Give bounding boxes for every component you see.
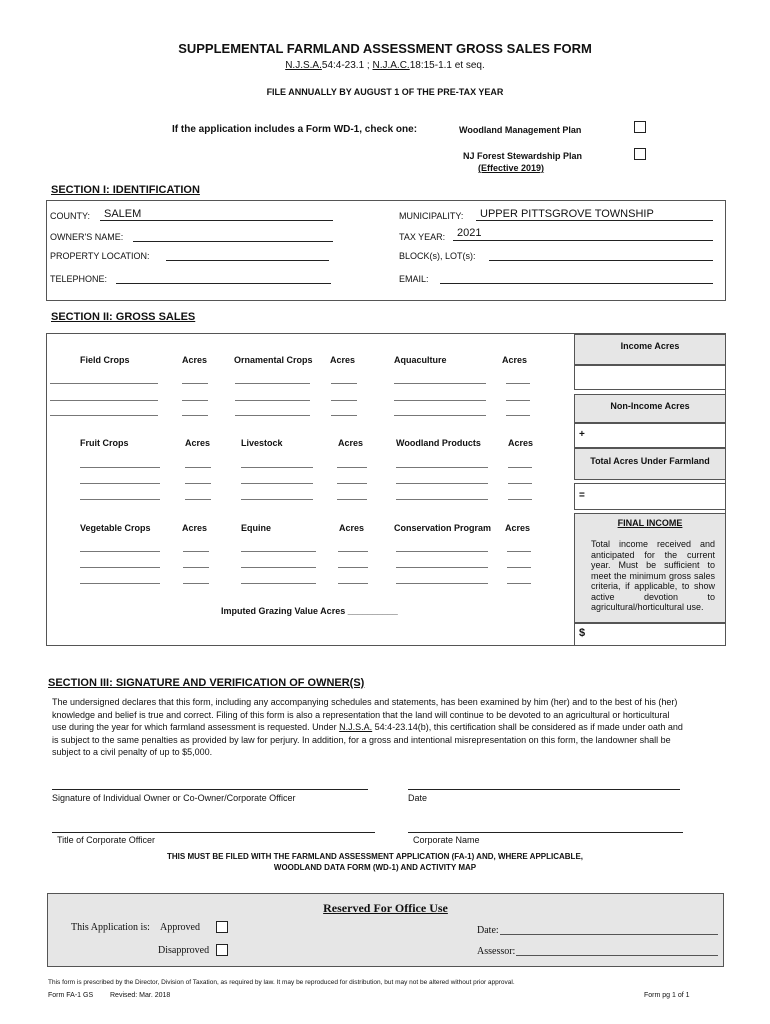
footer-prescribed: This form is prescribed by the Director, Division of Taxation, as required by law. It may be reproduced for distribution, but may not be altered without prior approval. (48, 979, 515, 986)
acres-label: Acres (330, 355, 356, 365)
acres-label: Acres (339, 523, 365, 533)
block-lot-label: BLOCK(s), LOT(s): (399, 251, 476, 261)
statute-b: N.J.A.C. (372, 60, 410, 71)
total-acres-header (574, 448, 726, 480)
entry-line[interactable] (182, 383, 208, 384)
imputed-grazing-label: Imputed Grazing Value Acres __________ (221, 606, 398, 616)
entry-line[interactable] (183, 567, 209, 568)
entry-line[interactable] (185, 483, 211, 484)
owner-name-field[interactable] (133, 229, 333, 242)
ornamental-crops-label: Ornamental Crops (234, 355, 313, 365)
entry-line[interactable] (396, 567, 488, 568)
total-acres-label: Total Acres Under Farmland (590, 456, 710, 466)
entry-line[interactable] (338, 551, 368, 552)
entry-line[interactable] (508, 467, 532, 468)
stewardship-plan-checkbox[interactable] (634, 148, 646, 160)
entry-line[interactable] (506, 400, 530, 401)
owner-name-label: OWNER'S NAME: (50, 232, 124, 242)
entry-line[interactable] (241, 583, 316, 584)
entry-line[interactable] (183, 551, 209, 552)
entry-line[interactable] (235, 415, 310, 416)
section2-heading: SECTION II: GROSS SALES (51, 311, 196, 323)
entry-line[interactable] (50, 383, 158, 384)
entry-line[interactable] (507, 551, 531, 552)
assessor-field[interactable] (516, 955, 718, 956)
entry-line[interactable] (396, 551, 488, 552)
statute-reference (0, 60, 770, 71)
final-income-description: Total income received and anticipated for the current year. Must be sufficient to meet the minimum gross sales criteria, if applicable, to show active devotion to agricultural/horticultural use. (591, 539, 715, 612)
acres-label: Acres (505, 523, 531, 533)
disapproved-checkbox[interactable] (216, 944, 228, 956)
entry-line[interactable] (235, 383, 310, 384)
final-income-box (574, 513, 726, 623)
entry-line[interactable] (80, 551, 160, 552)
final-income-heading: FINAL INCOME (617, 518, 683, 528)
signature-field[interactable] (52, 778, 368, 790)
final-income-input[interactable] (574, 623, 726, 646)
non-income-acres-input[interactable] (574, 423, 726, 448)
entry-line[interactable] (185, 467, 211, 468)
plus-sign: + (579, 429, 585, 440)
block-lot-field[interactable] (489, 248, 713, 261)
county-field[interactable]: SALEM (100, 208, 333, 221)
entry-line[interactable] (241, 483, 313, 484)
entry-line[interactable] (80, 499, 160, 500)
office-date-field[interactable] (500, 934, 718, 935)
entry-line[interactable] (394, 400, 486, 401)
entry-line[interactable] (507, 583, 531, 584)
entry-line[interactable] (396, 583, 488, 584)
entry-line[interactable] (396, 467, 488, 468)
entry-line[interactable] (80, 467, 160, 468)
entry-line[interactable] (241, 551, 316, 552)
telephone-label: TELEPHONE: (50, 274, 108, 284)
property-location-field[interactable] (166, 248, 329, 261)
equals-sign: = (579, 490, 585, 501)
entry-line[interactable] (396, 483, 488, 484)
entry-line[interactable] (235, 400, 310, 401)
equine-label: Equine (241, 523, 272, 533)
vegetable-crops-label: Vegetable Crops (80, 523, 151, 533)
file-annually-notice: FILE ANNUALLY BY AUGUST 1 OF THE PRE-TAX YEAR (266, 87, 504, 97)
entry-line[interactable] (507, 567, 531, 568)
municipality-label: MUNICIPALITY: (399, 211, 464, 221)
entry-line[interactable] (241, 567, 316, 568)
telephone-field[interactable] (116, 271, 331, 284)
approved-checkbox[interactable] (216, 921, 228, 933)
entry-line[interactable] (338, 583, 368, 584)
section1-heading: SECTION I: IDENTIFICATION (51, 184, 200, 196)
application-is-label: This Application is: (71, 922, 150, 933)
entry-line[interactable] (50, 400, 158, 401)
entry-line[interactable] (394, 383, 486, 384)
entry-line[interactable] (394, 415, 486, 416)
entry-line[interactable] (183, 583, 209, 584)
acres-label: Acres (182, 355, 208, 365)
acres-label: Acres (502, 355, 528, 365)
stewardship-effective-note: (Effective 2019) (478, 163, 545, 173)
entry-line[interactable] (331, 383, 357, 384)
field-crops-label: Field Crops (80, 355, 130, 365)
approved-label: Approved (160, 922, 200, 933)
entry-line[interactable] (241, 499, 313, 500)
entry-line[interactable] (80, 583, 160, 584)
date-label: Date (408, 793, 428, 803)
entry-line[interactable] (80, 567, 160, 568)
entry-line[interactable] (331, 400, 357, 401)
entry-line[interactable] (182, 400, 208, 401)
footer-form-id: Form FA-1 GS (48, 992, 94, 999)
entry-line[interactable] (506, 415, 530, 416)
corporate-name-field[interactable] (408, 821, 683, 833)
tax-year-label: TAX YEAR: (399, 232, 446, 242)
woodland-plan-label: Woodland Management Plan (459, 125, 582, 135)
entry-line[interactable] (185, 499, 211, 500)
title-officer-label: Title of Corporate Officer (57, 835, 156, 845)
acres-label: Acres (185, 438, 211, 448)
statute-a: N.J.S.A. (285, 60, 322, 71)
wd1-prompt: If the application includes a Form WD-1, check one: (172, 124, 418, 135)
email-field[interactable] (440, 271, 713, 284)
livestock-label: Livestock (241, 438, 283, 448)
total-acres-input[interactable] (574, 483, 726, 510)
tax-year-field[interactable]: 2021 (453, 227, 713, 241)
declaration-paragraph (52, 696, 686, 759)
income-acres-label: Income Acres (620, 341, 680, 351)
entry-line[interactable] (508, 483, 532, 484)
stewardship-plan-label: NJ Forest Stewardship Plan (463, 151, 583, 161)
entry-line[interactable] (506, 383, 530, 384)
statute-a-rest: 54:4-23.1 ; (321, 60, 370, 71)
non-income-acres-header (574, 394, 726, 423)
disapproved-label: Disapproved (158, 945, 210, 956)
entry-line[interactable] (80, 483, 160, 484)
entry-line[interactable] (337, 483, 367, 484)
conservation-program-label: Conservation Program (394, 523, 492, 533)
acres-label: Acres (338, 438, 364, 448)
title-officer-field[interactable] (52, 821, 375, 833)
section3-heading: SECTION III: SIGNATURE AND VERIFICATION OF OWNER(S) (48, 677, 365, 689)
property-location-label: PROPERTY LOCATION: (50, 251, 150, 261)
statute-b-rest: 18:15-1.1 et seq. (409, 60, 485, 71)
corporate-name-label: Corporate Name (413, 835, 480, 845)
entry-line[interactable] (331, 415, 357, 416)
form-title: SUPPLEMENTAL FARMLAND ASSESSMENT GROSS SALES FORM (178, 41, 592, 56)
acres-label: Acres (508, 438, 534, 448)
entry-line[interactable] (337, 499, 367, 500)
entry-line[interactable] (50, 415, 158, 416)
entry-line[interactable] (182, 415, 208, 416)
income-acres-input[interactable] (574, 365, 726, 390)
footer-revised: Revised: Mar. 2018 (110, 992, 171, 999)
entry-line[interactable] (337, 467, 367, 468)
woodland-plan-checkbox[interactable] (634, 121, 646, 133)
acres-label: Acres (182, 523, 208, 533)
entry-line[interactable] (508, 499, 532, 500)
county-label: COUNTY: (50, 211, 91, 221)
entry-line[interactable] (338, 567, 368, 568)
entry-line[interactable] (241, 467, 313, 468)
declaration-statute: N.J.S.A. (339, 722, 373, 732)
income-acres-header (574, 334, 726, 365)
signature-label: Signature of Individual Owner or Co-Owner/Corporate Officer (52, 793, 296, 803)
aquaculture-label: Aquaculture (394, 355, 447, 365)
filing-notice-line2: WOODLAND DATA FORM (WD-1) AND ACTIVITY MAP (273, 863, 477, 872)
entry-line[interactable] (396, 499, 488, 500)
office-use-title: Reserved For Office Use (323, 901, 448, 915)
municipality-field[interactable]: UPPER PITTSGROVE TOWNSHIP (476, 208, 713, 221)
non-income-acres-label: Non-Income Acres (610, 401, 690, 411)
email-label: EMAIL: (399, 274, 429, 284)
woodland-products-label: Woodland Products (396, 438, 481, 448)
dollar-sign: $ (579, 627, 586, 639)
declaration-part1: The undersigned declares that this form, including any accompanying schedules and statements, has been examined by him (her) and to the best of his (her) knowledge and belief is true and correct. Filing of this form is also a representation that the land will continue to be devoted to an agricultural or horticultural use during the year for which farmland assessment is requested. Under (52, 697, 678, 732)
date-field[interactable] (408, 778, 680, 790)
fruit-crops-label: Fruit Crops (80, 438, 129, 448)
declaration-part2: 54:4-23.14(b), this certification shall be considered as if made under oath and is subject to the same penalties as provided by law for perjury. In addition, for a gross and intentional misrepresentation on this form, the landowner shall be subject to a civil penalty of up to $5,000. (52, 722, 683, 757)
assessor-label: Assessor: (477, 946, 516, 957)
filing-notice-line1: THIS MUST BE FILED WITH THE FARMLAND ASSESSMENT APPLICATION (FA-1) AND, WHERE APPLICABLE, (167, 852, 583, 861)
footer-page-number: Form pg 1 of 1 (644, 992, 690, 999)
office-date-label: Date: (477, 925, 499, 936)
